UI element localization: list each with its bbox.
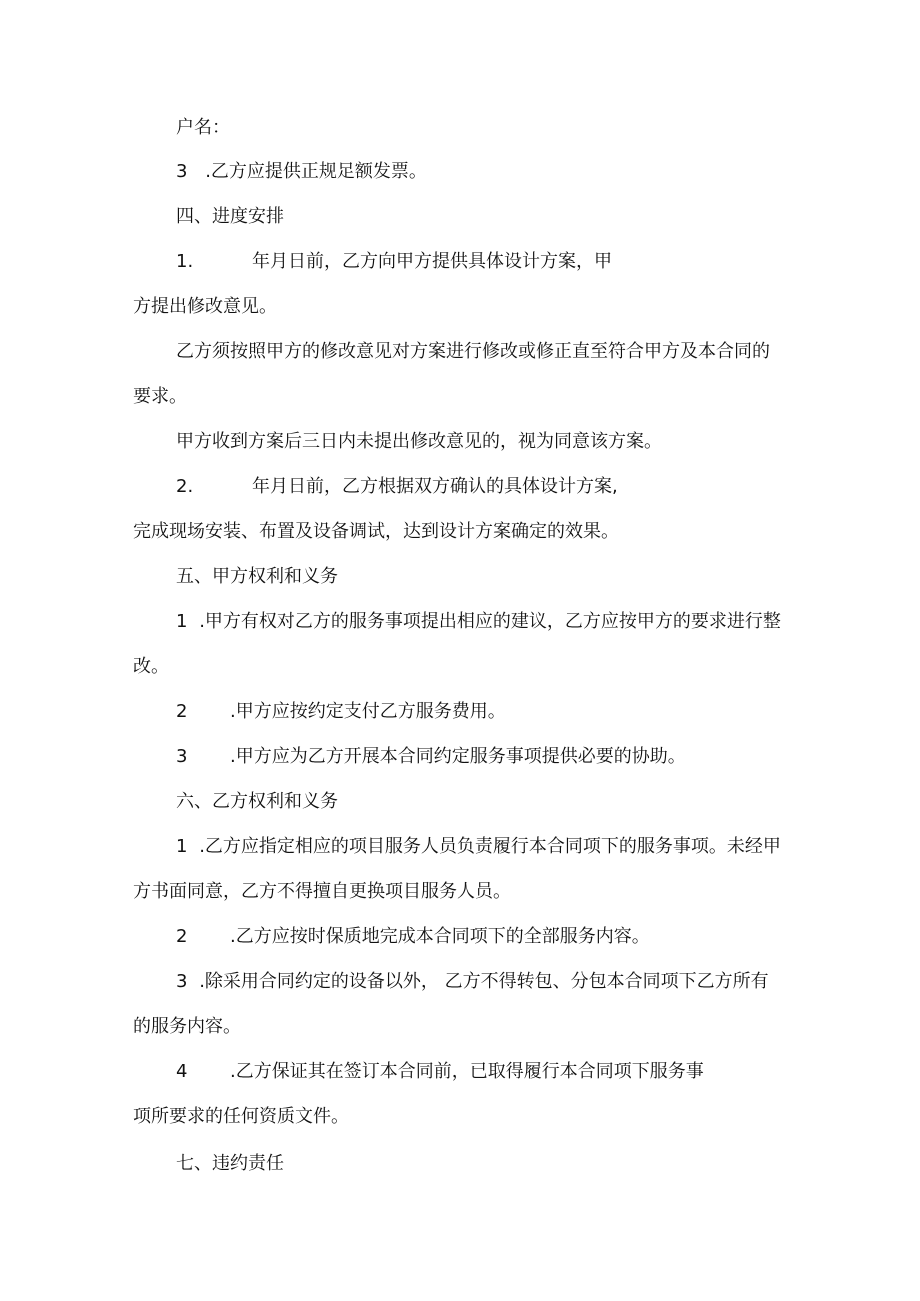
clause-text: 年月日前，乙方根据双方确认的具体设计方案, — [252, 476, 618, 497]
clause-number: 3 — [176, 746, 188, 767]
clause-number: 1 — [176, 611, 188, 632]
clause-party-a-1 — [176, 613, 781, 631]
clause-party-a-2 — [176, 701, 506, 722]
clause-party-a-3 — [176, 746, 686, 767]
clause-text: 年月日前，乙方向甲方提供具体设计方案，甲 — [252, 251, 612, 272]
clause-party-b-4 — [176, 1061, 704, 1082]
clause-number: 2. — [176, 476, 194, 497]
paragraph-continuation: 方提出修改意见。 — [133, 296, 277, 317]
clause-text: .甲方有权对乙方的服务事项提出相应的建议，乙方应按甲方的要求进行整 — [199, 611, 781, 632]
clause-text: .乙方应提供正规足额发票。 — [205, 161, 427, 182]
section-heading-liability: 七、违约责任 — [176, 1153, 284, 1174]
paragraph-continuation: 的服务内容。 — [133, 1016, 241, 1037]
clause-party-b-2 — [176, 926, 650, 947]
clause-number: 3 — [176, 161, 188, 182]
clause-party-b-1 — [176, 838, 781, 856]
clause-number: 4 — [176, 1061, 188, 1082]
paragraph-continuation: 改。 — [133, 656, 169, 677]
clause-number: 2 — [176, 701, 188, 722]
section-heading-schedule: 四、进度安排 — [176, 206, 284, 227]
clause-text: .乙方应按时保质地完成本合同项下的全部服务内容。 — [230, 926, 650, 947]
clause-text: .除采用合同约定的设备以外， 乙方不得转包、分包本合同项下乙方所有 — [199, 971, 769, 992]
clause-text: .甲方应按约定支付乙方服务费用。 — [230, 701, 506, 722]
section-heading-party-a: 五、甲方权利和义务 — [176, 566, 338, 587]
section-heading-party-b: 六、乙方权利和义务 — [176, 791, 338, 812]
clause-schedule-2 — [176, 476, 618, 497]
clause-text: .甲方应为乙方开展本合同约定服务事项提供必要的协助。 — [230, 746, 686, 767]
clause-number: 1 — [176, 836, 188, 857]
clause-number: 1. — [176, 251, 194, 272]
clause-schedule-1 — [176, 251, 612, 272]
paragraph-continuation: 项所要求的任何资质文件。 — [133, 1106, 349, 1127]
paragraph-account-name: 户名： — [176, 117, 230, 138]
clause-number: 3 — [176, 971, 188, 992]
paragraph-continuation: 方书面同意，乙方不得擅自更换项目服务人员。 — [133, 881, 511, 902]
clause-party-b-3 — [176, 973, 769, 991]
paragraph-continuation: 要求。 — [133, 386, 187, 407]
paragraph-revision: 乙方须按照甲方的修改意见对方案进行修改或修正直至符合甲方及本合同的 — [176, 341, 770, 362]
clause-text: .乙方保证其在签订本合同前，已取得履行本合同项下服务事 — [230, 1061, 704, 1082]
paragraph-continuation: 完成现场安装、布置及设备调试，达到设计方案确定的效果。 — [133, 521, 619, 542]
clause-text: .乙方应指定相应的项目服务人员负责履行本合同项下的服务事项。未经甲 — [199, 836, 781, 857]
clause-number: 2 — [176, 926, 188, 947]
paragraph-approval: 甲方收到方案后三日内未提出修改意见的，视为同意该方案。 — [176, 431, 662, 452]
clause-invoice — [176, 163, 427, 181]
